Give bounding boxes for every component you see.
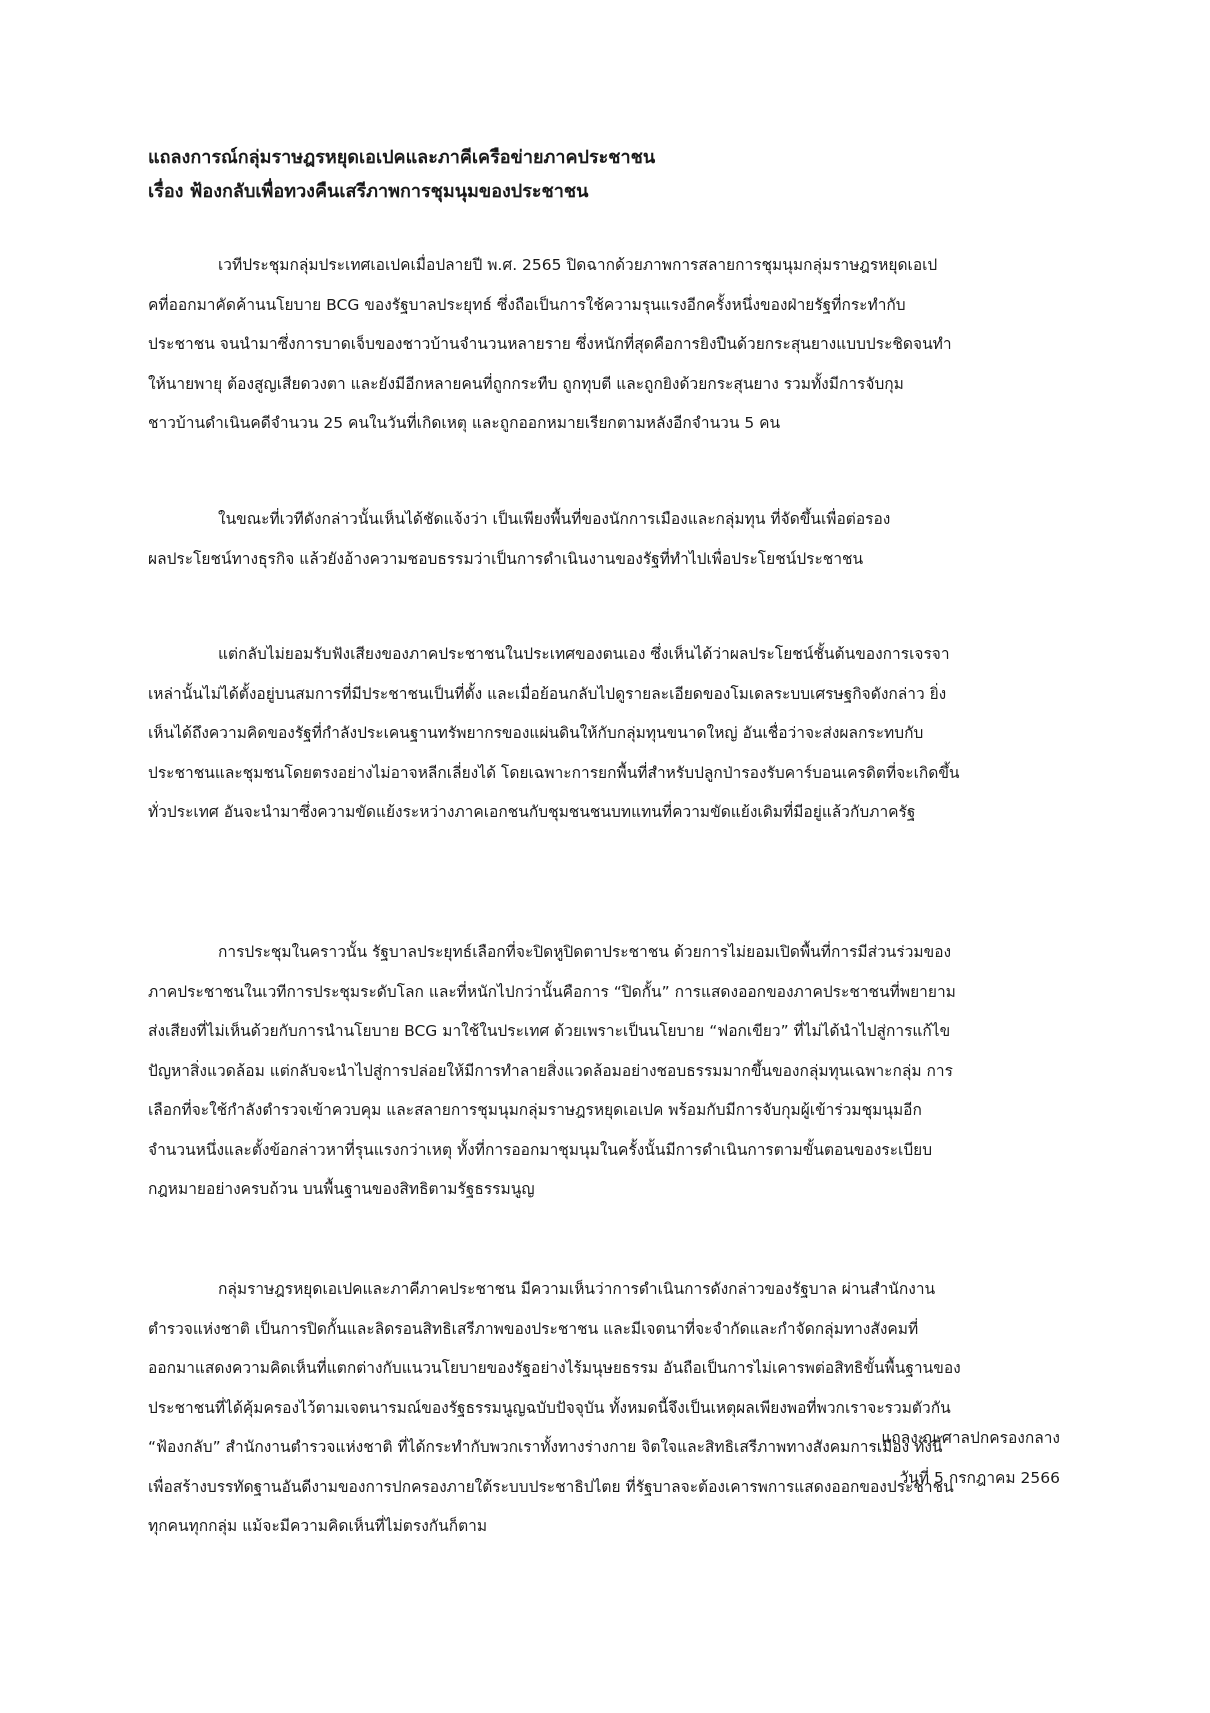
paragraph-line: ในขณะที่เวทีดังกล่าวนั้นเห็นได้ชัดแจ้งว่า เป็นเพียงพื้นที่ของนักการเมืองและกลุ่มทุน ที่จัดขึ้นเพื่อต่อรอง [218,510,891,528]
paragraph-1 [148,246,952,444]
paragraph-5 [148,1270,961,1547]
paragraph-line: ปัญหาสิ่งแวดล้อม แต่กลับจะนำไปสู่การปล่อยให้มีการทำลายสิ่งแวดล้อมอย่างชอบธรรมมากขึ้นของกลุ่มทุนเฉพาะกลุ่ม การ [148,1061,953,1080]
paragraph-line: ประชาชนและชุมชนโดยตรงอย่างไม่อาจหลีกเลี่ยงได้ โดยเฉพาะการยกพื้นที่สำหรับปลูกป่ารองรับคาร์บอนเครดิตที่จะเกิดขึ้น [148,763,960,782]
paragraph-line: ภาคประชาชนในเวทีการประชุมระดับโลก และที่หนักไปกว่านั้นคือการ “ปิดกั้น” การแสดงออกของภาคประชาชนที่พยายาม [148,982,956,1001]
paragraph-line: คที่ออกมาคัดค้านนโยบาย BCG ของรัฐบาลประยุทธ์ ซึ่งถือเป็นการใช้ความรุนแรงอีกครั้งหนึ่งของฝ่ายรัฐที่กระทำกับ [148,295,906,314]
paragraph-line: เหล่านั้นไม่ได้ตั้งอยู่บนสมการที่มีประชาชนเป็นที่ตั้ง และเมื่อย้อนกลับไปดูรายละเอียดของโมเดลระบบเศรษฐกิจดังกล่าว ยิ่ง [148,684,947,703]
paragraph-2 [148,500,890,579]
paragraph-line: ประชาชน จนนำมาซึ่งการบาดเจ็บของชาวบ้านจำนวนหลายราย ซึ่งหนักที่สุดคือการยิงปืนด้วยกระสุนยางแบบประชิดจนทำ [148,335,952,353]
signature-date: วันที่ 5 กรกฎาคม 2566 [899,1469,1060,1487]
paragraph-line: การประชุมในคราวนั้น รัฐบาลประยุทธ์เลือกที่จะปิดหูปิดตาประชาชน ด้วยการไม่ยอมเปิดพื้นที่การมีส่วนร่วมของ [218,943,952,961]
paragraph-line: แต่กลับไม่ยอมรับฟังเสียงของภาคประชาชนในประเทศของตนเอง ซึ่งเห็นได้ว่าผลประโยชน์ชั้นต้นของการเจรจา [218,645,950,663]
paragraph-3 [148,635,960,833]
paragraph-line: ให้นายพายุ ต้องสูญเสียดวงตา และยังมีอีกหลายคนที่ถูกกระทืบ ถูกทุบตี และถูกยิงด้วยกระสุนยาง รวมทั้งมีการจับกุม [148,374,904,393]
paragraph-line: ตำรวจแห่งชาติ เป็นการปิดกั้นและลิดรอนสิทธิเสรีภาพของประชาชน และมีเจตนาที่จะจำกัดและกำจัดกลุ่มทางสังคมที่ [148,1319,919,1338]
signature-place: แถลง ณ ศาลปกครองกลาง [881,1429,1060,1447]
paragraph-line: ส่งเสียงที่ไม่เห็นด้วยกับการนำนโยบาย BCG มาใช้ในประเทศ ด้วยเพราะเป็นนโยบาย “ฟอกเขียว” ที่ไม่ได้นำไปสู่การแก้ไข [148,1022,951,1040]
paragraph-line: ทั่วประเทศ อันจะนำมาซึ่งความขัดแย้งระหว่างภาคเอกชนกับชุมชนชนบทแทนที่ความขัดแย้งเดิมที่มีอยู่แล้วกับภาครัฐ [148,803,916,821]
paragraph-line: กลุ่มราษฎรหยุดเอเปคและภาคีภาคประชาชน มีความเห็นว่าการดำเนินการดังกล่าวของรัฐบาล ผ่านสำนักงาน [218,1280,936,1298]
paragraph-line: ออกมาแสดงความคิดเห็นที่แตกต่างกับแนวนโยบายของรัฐอย่างไร้มนุษยธรรม อันถือเป็นการไม่เคารพต่อสิทธิขั้นพื้นฐานของ [148,1359,961,1377]
paragraph-line: เห็นได้ถึงความคิดของรัฐที่กำลังประเคนฐานทรัพยากรของแผ่นดินให้กับกลุ่มทุนขนาดใหญ่ อันเชื่อว่าจะส่งผลกระทบกับ [148,724,924,742]
signature-block [881,1418,1060,1498]
paragraph-line: เลือกที่จะใช้กำลังตำรวจเข้าควบคุม และสลายการชุมนุมกลุ่มราษฎรหยุดเอเปค พร้อมกับมีการจับกุมผู้เข้าร่วมชุมนุมอีก [148,1101,922,1119]
paragraph-line: ทุกคนทุกกลุ่ม แม้จะมีความคิดเห็นที่ไม่ตรงกันก็ตาม [148,1517,488,1535]
paragraph-4 [148,933,956,1210]
paragraph-line: เวทีประชุมกลุ่มประเทศเอเปคเมื่อปลายปี พ.ศ. 2565 ปิดฉากด้วยภาพการสลายการชุมนุมกลุ่มราษฎรหยุดเอเป [218,256,938,274]
paragraph-line: ชาวบ้านดำเนินคดีจำนวน 25 คนในวันที่เกิดเหตุ และถูกออกหมายเรียกตามหลังอีกจำนวน 5 คน [148,414,781,432]
statement-title: แถลงการณ์กลุ่มราษฎรหยุดเอเปคและภาคีเครือข่ายภาคประชาชน [148,147,656,168]
paragraph-line: เพื่อสร้างบรรทัดฐานอันดีงามของการปกครองภายใต้ระบบประชาธิปไตย ที่รัฐบาลจะต้องเคารพการแสดงออกของประชาชน [148,1477,954,1496]
paragraph-line: ประชาชนที่ได้คุ้มครองไว้ตามเจตนารมณ์ของรัฐธรรมนูญฉบับปัจจุบัน ทั้งหมดนี้จึงเป็นเหตุผลเพียงพอที่พวกเราจะรวมตัวกัน [148,1398,951,1417]
statement-subject: เรื่อง ฟ้องกลับเพื่อทวงคืนเสรีภาพการชุมนุมของประชาชน [148,181,589,202]
paragraph-line: “ฟ้องกลับ” สำนักงานตำรวจแห่งชาติ ที่ได้กระทำกับพวกเราทั้งทางร่างกาย จิตใจและสิทธิเสรีภาพทางสังคมการเมือง ทั้งนี้ [148,1438,943,1456]
paragraph-line: จำนวนหนึ่งและตั้งข้อกล่าวหาที่รุนแรงกว่าเหตุ ทั้งที่การออกมาชุมนุมในครั้งนั้นมีการดำเนินการตามขั้นตอนของระเบียบ [148,1140,933,1159]
paragraph-line: กฎหมายอย่างครบถ้วน บนพื้นฐานของสิทธิตามรัฐธรรมนูญ [148,1180,535,1198]
paragraph-line: ผลประโยชน์ทางธุรกิจ แล้วยังอ้างความชอบธรรมว่าเป็นการดำเนินงานของรัฐที่ทำไปเพื่อประโยชน์ประชาชน [148,549,864,568]
